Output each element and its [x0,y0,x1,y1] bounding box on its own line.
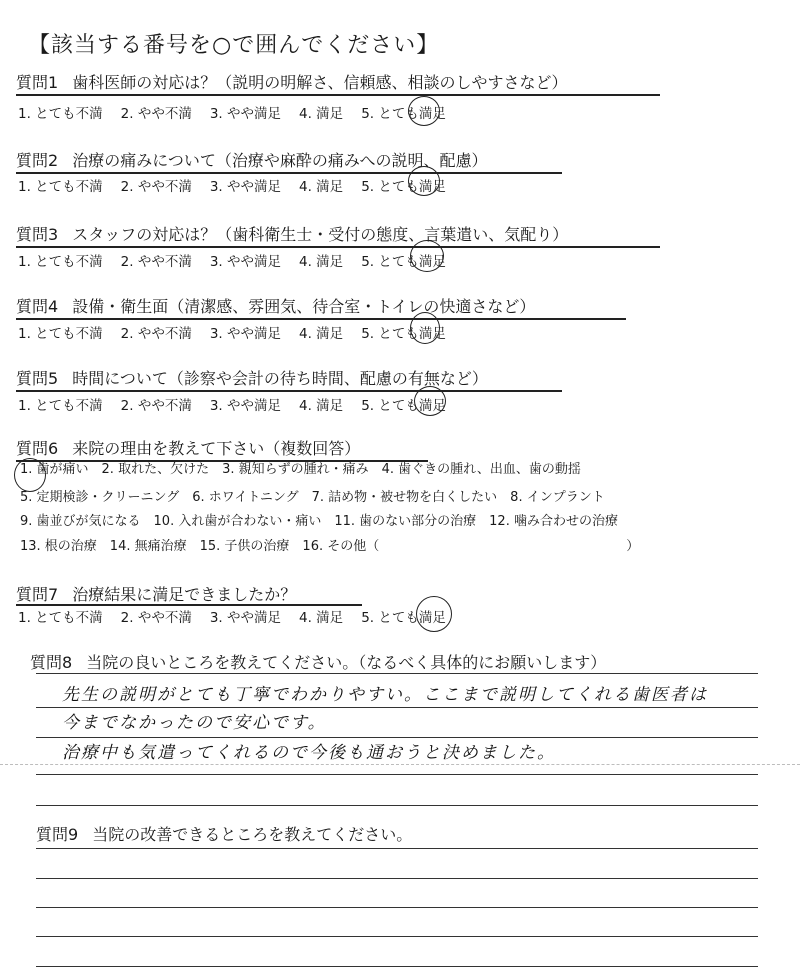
option: 5. とても満足 [361,398,446,414]
question-5-underline [16,390,562,392]
question-9 [36,822,412,845]
answer-circle [410,240,444,272]
option: 4. 満足 [299,179,344,195]
question-6 [16,436,360,459]
question-5-text: 時間について（診察や会計の待ち時間、配慮の有無など） [72,369,488,388]
option: 5. とても満足 [361,179,446,195]
question-7 [16,582,296,605]
option: 2. やや不満 [120,254,192,270]
answer-line [36,848,758,849]
option: 3. やや満足 [209,106,282,122]
question-4-text: 設備・衛生面（清潔感、雰囲気、待合室・トイレの快適さなど） [72,297,536,316]
question-4-options [18,322,464,342]
question-8-number: 質問8 [30,653,73,672]
option: 5. とても満足 [361,610,446,626]
question-2-underline [16,172,562,174]
question-3-text: スタッフの対応は？（歯科衛生士・受付の態度、言葉遣い、気配り） [72,225,569,244]
option: 4. 満足 [299,610,344,626]
option: 3. やや満足 [209,179,282,195]
question-2-options [18,175,464,195]
option: 1. とても不満 [18,326,103,342]
question-2-number: 質問2 [16,151,59,170]
question-9-number: 質問9 [36,825,79,844]
question-4 [16,294,535,317]
question-3-underline [16,246,660,248]
question-8-text: 当院の良いところを教えてください。（なるべく具体的にお願いします） [86,653,607,672]
question-1-number: 質問1 [16,73,59,92]
option: 3. やや満足 [209,610,282,626]
question-7-number: 質問7 [16,585,59,604]
question-1-underline [16,94,660,96]
question-5-options [18,394,464,414]
option: 2. やや不満 [120,326,192,342]
answer-line [36,966,758,967]
option: 1. とても不満 [18,398,103,414]
question-3 [16,222,568,245]
question-6-line-1: 1. 歯が痛い 2. 取れた、欠けた 3. 親知らずの腫れ・痛み 4. 歯ぐきの腫れ、出血、歯の動揺 [20,462,581,477]
option: 2. やや不満 [120,179,192,195]
question-2-text: 治療の痛みについて（治療や麻酔の痛みへの説明、配慮） [72,151,488,170]
question-6-line-3: 9. 歯並びが気になる 10. 入れ歯が合わない・痛い 11. 歯のない部分の治療 12. 噛み合わせの治療 [20,514,618,529]
option: 1. とても不満 [18,106,103,122]
question-4-underline [16,318,626,320]
handwritten-answer-line-1: 先生の説明がとても丁寧でわかりやすい。ここまで説明してくれる歯医者は [62,685,708,705]
option: 5. とても満足 [361,326,446,342]
option: 3. やや満足 [209,398,282,414]
answer-line [36,805,758,806]
option: 1. とても不満 [18,254,103,270]
answer-circle [416,596,452,632]
option: 5. とても満足 [361,254,446,270]
question-4-number: 質問4 [16,297,59,316]
answer-circle [408,166,440,196]
option: 4. 満足 [299,254,344,270]
option: 4. 満足 [299,106,344,122]
question-1-options [18,102,464,122]
option: 4. 満足 [299,398,344,414]
option: 2. やや不満 [120,610,192,626]
question-3-number: 質問3 [16,225,59,244]
question-8 [30,650,606,673]
answer-line [36,673,758,674]
question-7-text: 治療結果に満足できましたか？ [72,585,297,604]
option: 5. とても満足 [361,106,446,122]
page-title: 【該当する番号を○で囲んでください】 [28,33,440,58]
option: 2. やや不満 [120,106,192,122]
option: 3. やや満足 [209,254,282,270]
answer-line [36,936,758,937]
answer-circle [410,312,440,344]
question-6-line-4: 13. 根の治療 14. 無痛治療 15. 子供の治療 16. その他（ ） [20,539,640,554]
question-6-text: 来院の理由を教えて下さい（複数回答） [72,439,361,458]
option: 3. やや満足 [209,326,282,342]
handwritten-answer-line-3: 治療中も気遣ってくれるので今後も通おうと決めました。 [62,743,556,763]
answer-line [36,907,758,908]
question-1-text: 歯科医師の対応は？（説明の明解さ、信頼感、相談のしやすさなど） [72,73,568,92]
question-7-options [18,606,464,626]
answer-line [36,878,758,879]
question-6-number: 質問6 [16,439,59,458]
answer-circle [408,96,440,126]
option: 1. とても不満 [18,179,103,195]
question-3-options [18,250,464,270]
option: 2. やや不満 [120,398,192,414]
question-5 [16,366,488,389]
answer-circle [414,386,446,416]
fold-line [0,764,800,765]
question-5-number: 質問5 [16,369,59,388]
question-1 [16,70,568,93]
question-9-text: 当院の改善できるところを教えてください。 [92,825,413,844]
handwritten-answer-line-2: 今までなかったので安心です。 [62,713,327,733]
option: 4. 満足 [299,326,344,342]
answer-circle [14,458,46,492]
option: 1. とても不満 [18,610,103,626]
answer-line [36,774,758,775]
question-6-line-2: 5. 定期検診・クリーニング 6. ホワイトニング 7. 詰め物・被せ物を白くしたい 8. インプラント [20,490,605,505]
